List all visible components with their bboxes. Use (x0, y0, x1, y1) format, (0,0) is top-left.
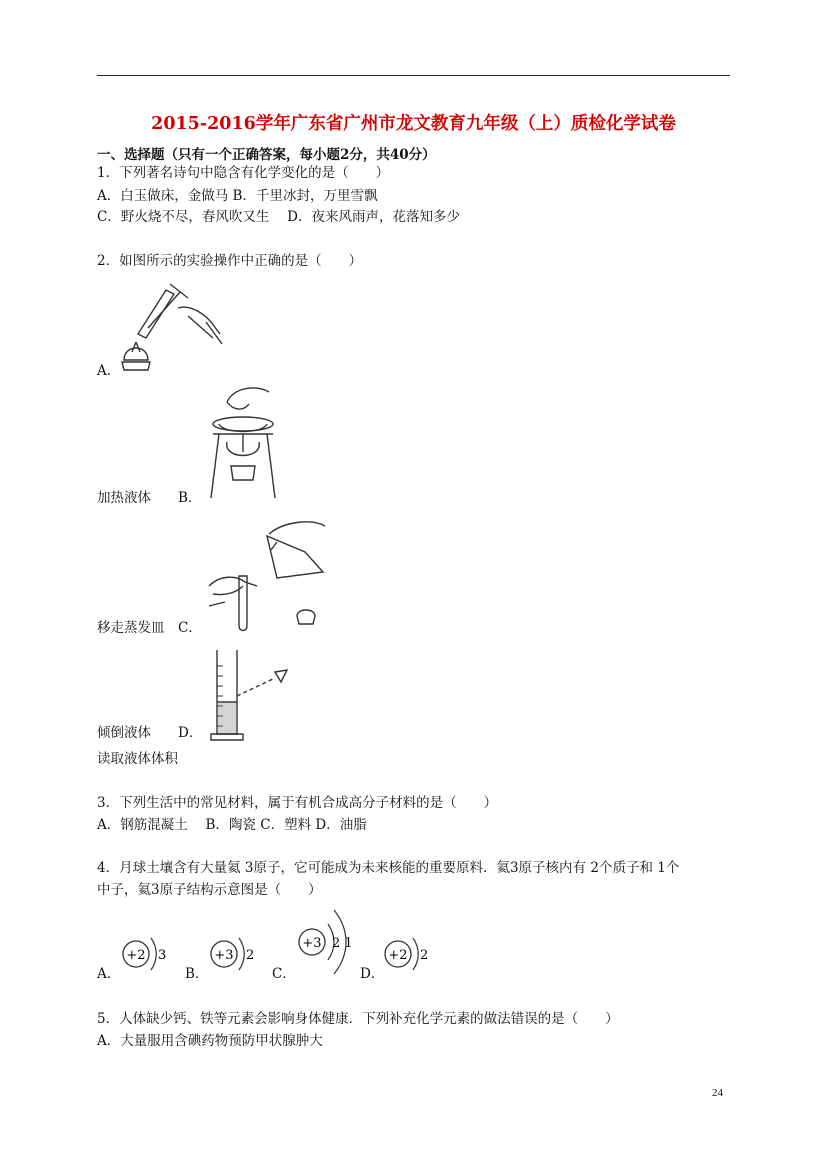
q4-option-d-atom-diagram (380, 930, 440, 978)
evaporating-dish-figure (205, 382, 280, 502)
q4-option-d-nucleus: +2 (388, 948, 408, 963)
pouring-liquid-figure (205, 512, 330, 634)
q2-caption-d: 读取液体体积 (97, 751, 178, 767)
q2-caption-b-label-c: 移走蒸发皿 C． (97, 620, 202, 636)
q3-stem: 3．下列生活中的常见材料，属于有机合成高分子材料的是（ ） (97, 795, 498, 811)
q4-option-c-electrons: 2 1 (332, 936, 353, 951)
q4-option-c-label: C． (272, 966, 296, 982)
header-rule (97, 75, 730, 76)
q4-option-a-electrons: 3 (158, 948, 167, 963)
q5-option-a: A．大量服用含碘药物预防甲状腺肿大 (97, 1033, 323, 1049)
q2-caption-c-label-d: 倾倒液体 D． (97, 725, 203, 741)
exam-title: 2015-2016学年广东省广州市龙文教育九年级（上）质检化学试卷 (151, 114, 676, 134)
q4-option-c-atom-diagram (292, 906, 364, 978)
q2-caption-a-label-b: 加热液体 B． (97, 490, 202, 506)
q2-label-a: A． (97, 363, 121, 379)
q4-option-b-label: B． (185, 966, 209, 982)
q4-option-d-electrons: 2 (420, 948, 429, 963)
q4-option-c-nucleus: +3 (302, 936, 322, 951)
q1-options-cd: C．野火烧不尽，春风吹又生 D．夜来风雨声，花落知多少 (97, 209, 460, 225)
q1-stem: 1．下列著名诗句中隐含有化学变化的是（ ） (97, 165, 390, 181)
q3-options: A．钢筋混凝土 B．陶瓷 C．塑料 D．油脂 (97, 817, 367, 833)
q1-options-ab: A．白玉做床，金做马 B．千里冰封，万里雪飘 (97, 188, 378, 204)
reading-volume-figure (205, 646, 295, 742)
q5-stem: 5．人体缺少钙、铁等元素会影响身体健康．下列补充化学元素的做法错误的是（ ） (97, 1011, 619, 1027)
page-number: 24 (712, 1087, 723, 1099)
q4-option-a-atom-diagram (118, 930, 178, 978)
q4-option-b-nucleus: +3 (214, 948, 234, 963)
section-heading: 一、选择题（只有一个正确答案，每小题2分，共40分） (97, 147, 436, 163)
q4-option-b-atom-diagram (206, 930, 266, 978)
q4-stem-line1: 4．月球土壤含有大量氦 3原子，它可能成为未来核能的重要原料．氦3原子核内有 2个质子和 1个 (97, 860, 680, 876)
q4-option-a-label: A． (97, 966, 121, 982)
q2-stem: 2．如图所示的实验操作中正确的是（ ） (97, 253, 363, 269)
q4-option-d-label: D． (360, 966, 385, 982)
heating-liquid-figure (118, 278, 228, 378)
q4-option-a-nucleus: +2 (126, 948, 146, 963)
q4-option-b-electrons: 2 (246, 948, 255, 963)
q4-stem-line2: 中子，氦3原子结构示意图是（ ） (97, 882, 322, 898)
